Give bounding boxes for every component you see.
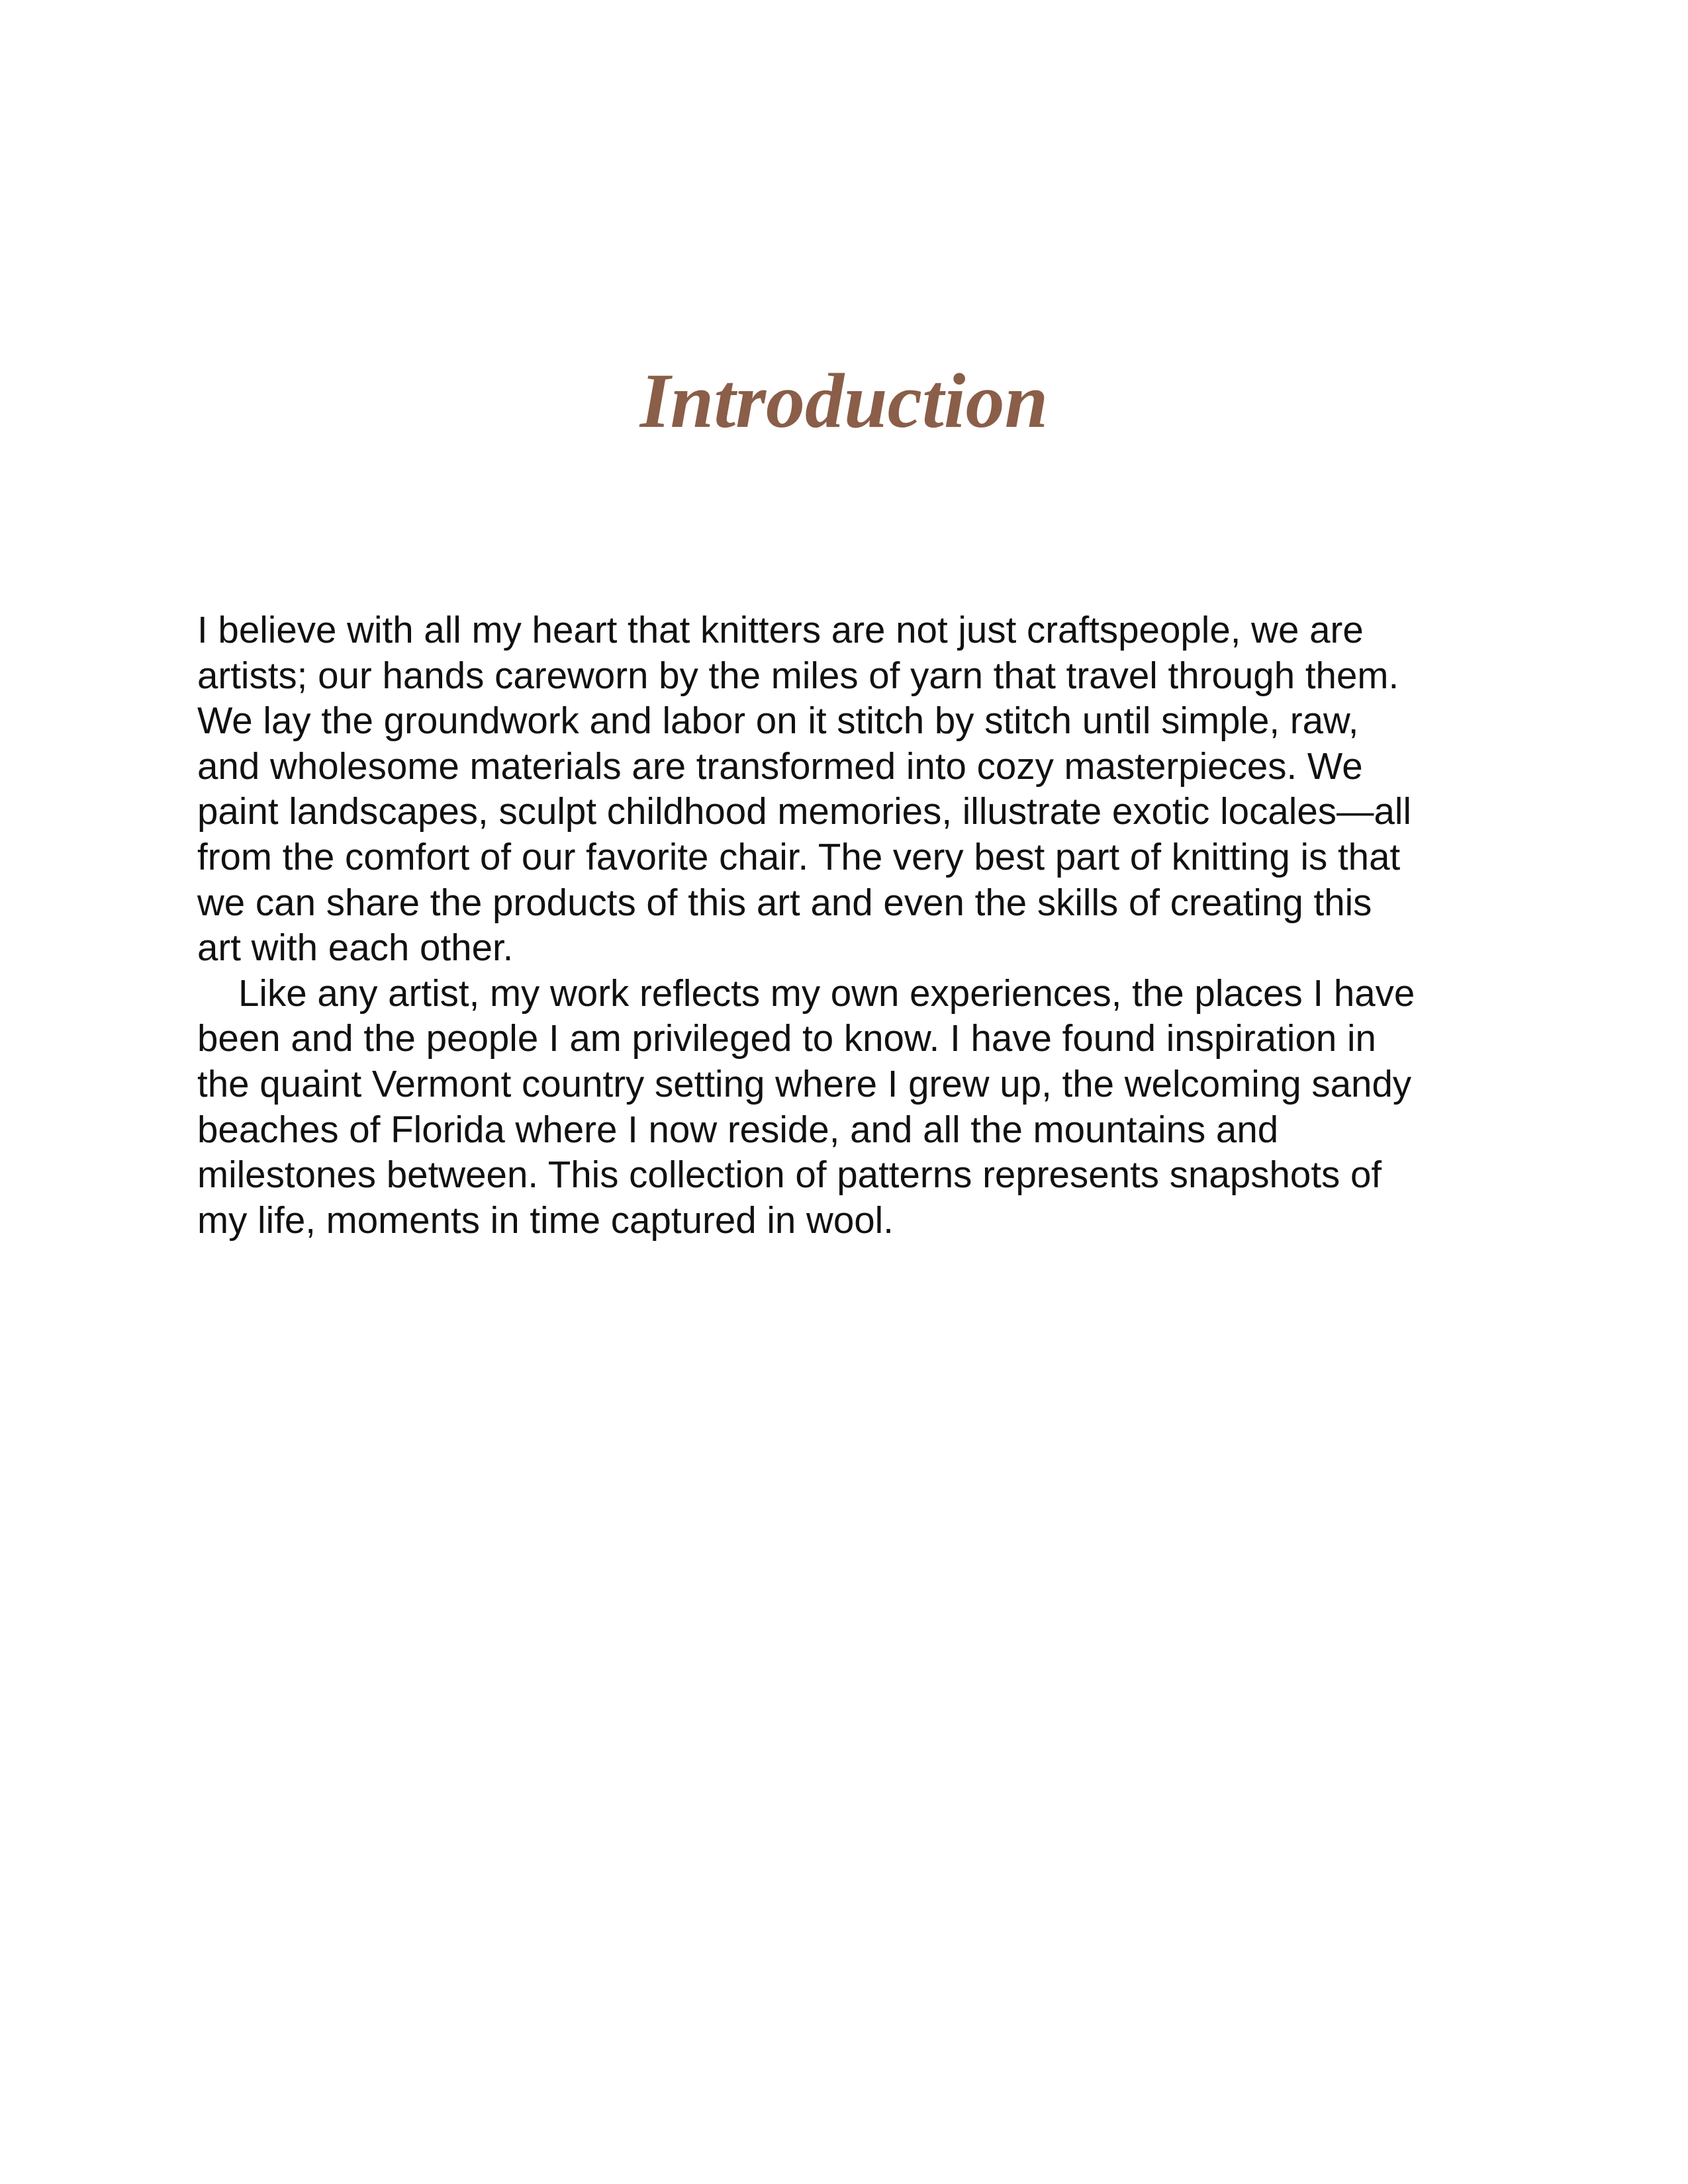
text-line: been and the people I am privileged to know. I have found inspiration in [197,1017,1376,1060]
text-line: Like any artist, my work reflects my own experiences, the places I have [238,972,1415,1014]
text-line: beaches of Florida where I now reside, and all the mountains and [197,1108,1279,1150]
text-line: I believe with all my heart that knitters are not just craftspeople, we are [197,609,1364,651]
text-line: the quaint Vermont country setting where I grew up, the welcoming sandy [197,1062,1412,1105]
text-line: paint landscapes, sculpt childhood memories, illustrate exotic locales—all [197,790,1412,833]
text-line: artists; our hands careworn by the miles of yarn that travel through them. [197,654,1399,696]
text-line: my life, moments in time captured in wool. [197,1199,894,1241]
text-line: and wholesome materials are transformed into cozy masterpieces. We [197,745,1363,787]
page-title: Introduction [639,357,1049,444]
paragraph-1 [197,608,1508,971]
text-line: We lay the groundwork and labor on it stitch by stitch until simple, raw, [197,700,1359,742]
text-line: milestones between. This collection of patterns represents snapshots of [197,1154,1382,1196]
text-line: from the comfort of our favorite chair. The very best part of knitting is that [197,835,1401,878]
paragraph-2 [197,971,1508,1244]
text-line: art with each other. [197,927,514,969]
intro-body [197,608,1508,1243]
text-line: we can share the products of this art and even the skills of creating this [197,881,1372,923]
